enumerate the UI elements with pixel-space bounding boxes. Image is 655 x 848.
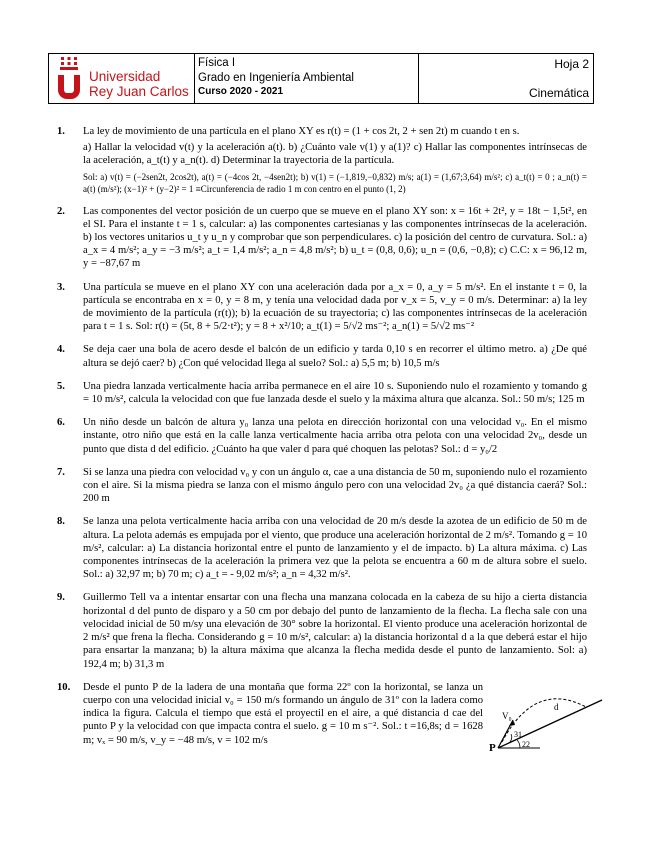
problem-number: 3. xyxy=(57,281,65,293)
university-name-line1: Universidad xyxy=(89,68,161,84)
slope-angle-arc xyxy=(517,740,520,748)
problem-number: 10. xyxy=(57,681,71,693)
label-P: P xyxy=(489,742,496,754)
problem-statement: Se deja caer una bola de acero desde el balcón de un edificio y tarda 0,10 s en recorrer el último metro. a) ¿De qué altura se dejó caer? b) ¿Con qué velocidad llega al suelo? Sol.: a) 5,5 m; b) 10,5 m/s xyxy=(83,344,587,369)
problem-statement: Una partícula se mueve en el plano XY con una aceleración dada por a_x = 0, a_y = 5 m/s². En el instante t = 0, la partícula se encontraba en x = 0, y = 8 m, y tenía una velocidad dada por v_x = 5, v_y = 0 m/s. Determinar: a) la ley de movimiento de la partícula (r(t)); b) la ecuación de su trayectoria; c) las componentes intrínsecas de la aceleración para t = 1 s. Sol: r(t) = (5t, 8 + 5/2·t²); y = 8 + x²/10; a_t(1) = 5/√2 ms⁻²; a_n(1) = 5/√2 ms⁻² xyxy=(83,281,587,333)
problem-3 xyxy=(57,281,587,337)
problem-number: 8. xyxy=(57,516,65,528)
subject: Física I xyxy=(198,57,236,69)
sheet-number: Hoja 2 xyxy=(554,57,589,71)
label-angle-22: 22 xyxy=(522,740,530,749)
university-name-line2: Rey Juan Carlos xyxy=(89,83,189,99)
problem-statement: Un niño desde un balcón de altura y₀ lanza una pelota en dirección horizontal con una velocidad v₀. En el mismo instante, otro niño que está en la calle lanza verticalmente hacia arriba otra pelota con una velocidad 2v₀, desde un punto que dista d del edificio. ¿Cuánto ha que valer d para qué choquen las pelotas? Sol.: d = y₀/2 xyxy=(83,417,587,455)
problem-4 xyxy=(57,343,587,372)
degree: Grado en Ingeniería Ambiental xyxy=(198,71,354,84)
problem-statement: Guillermo Tell va a intentar ensartar con una flecha una manzana colocada en la cabeza de su hijo a cierta distancia horizontal d del punto de disparo y a 50 cm por debajo del punto de lanzamiento de la flecha. La flecha sale con una velocidad inicial de 50 m/sy una elevación de 30° sobre la horizontal. El viento produce una aceleración horizontal de 2 m/s² que frena la flecha. Considerando g = 10 m/s², calcular: a) la distancia horizontal d a la que deberá estar el hijo para ensartar la manzana; b) la altura máxima que alcanza la flecha medida desde el punto de lanzamiento. Sol: a) 192,4 m; b) 31,3 m xyxy=(83,592,587,670)
problem-7 xyxy=(57,466,587,509)
launch-angle-arc xyxy=(510,734,512,742)
header-table xyxy=(48,53,594,104)
problem-9 xyxy=(57,591,587,673)
problem-2 xyxy=(57,205,587,274)
label-v0: V₀ xyxy=(502,711,512,721)
problem-number: 7. xyxy=(57,466,65,478)
problem-number: 4. xyxy=(57,344,65,356)
problem-statement: Se lanza una pelota verticalmente hacia arriba con una velocidad de 20 m/s desde la azotea de un edificio de 50 m de altura. La pelota además es empujada por el viento, que produce una aceleración horizontal de 2 m/s². Tomando g = 10 m/s², calcular: a) La distancia horizontal entre el punto de lanzamiento y el de impacto. b) La altura máxima. c) Las componentes intrínsecas de la aceleración la primera vez que la pelota se encuentra a 60 m de altura sobre el suelo. Sol.: a) 32,97 m; b) 70 m; c) a_t = - 9,02 m/s²; a_n = 4,32 m/s². xyxy=(83,516,587,581)
problem-number: 6. xyxy=(57,417,65,429)
sheet-topic: Cinemática xyxy=(528,86,589,100)
problem-number: 5. xyxy=(57,380,65,392)
problem-statement: Si se lanza una piedra con velocidad v₀ y con un ángulo α, cae a una distancia de 50 m, suponiendo nulo el rozamiento con el aire. Si la misma piedra se lanza con el mismo ángulo pero con una velocidad 2v₀ ¿a qué distancia caerá? Sol.: 200 m xyxy=(83,466,587,505)
problem-questions: a) Hallar la velocidad v(t) y la aceleración a(t). b) ¿Cuánto vale v(1) y a(1)? c) Hallar las componentes intrínsecas de la aceleración, a_t(t) y a_n(t). d) Determinar la trayectoria de la partícula. xyxy=(83,142,587,167)
university-logo xyxy=(49,54,195,103)
slope-projectile-figure xyxy=(480,688,605,758)
problem-statement: La ley de movimiento de una partícula en el plano XY es r(t) = (1 + cos 2t, 2 + sen 2t) m cuando t en s. xyxy=(83,126,520,137)
problem-number: 1. xyxy=(57,126,65,137)
problem-statement: Desde el punto P de la ladera de una montaña que forma 22º con la horizontal, se lanza un cuerpo con una velocidad inicial v₀ = 150 m/s formando un ángulo de 31º con la ladera como indica la figura. Calcula el tiempo que está el proyectil en el aire, a qué distancia d cae del punto P y la velocidad con que impacta contra el suelo. g = 10 m s⁻². Sol.: t =16,8s; d = 1628 m; vₓ = 90 m/s, v_y = −48 m/s, v = 102 m/s xyxy=(83,681,483,746)
sheet-info xyxy=(419,54,593,103)
course-year: Curso 2020 - 2021 xyxy=(198,86,284,97)
problem-statement: Una piedra lanzada verticalmente hacia arriba permanece en el aire 10 s. Suponiendo nulo el rozamiento y tomando g = 10 m/s², calcula la velocidad con que fue lanzada desde el suelo y la máxima altura que alcanza. Sol.: 50 m/s; 125 m xyxy=(83,380,587,406)
problem-6 xyxy=(57,416,587,459)
label-d: d xyxy=(554,702,559,712)
problem-number: 9. xyxy=(57,592,65,604)
urjc-logo-icon xyxy=(55,57,83,101)
label-angle-31: 31 xyxy=(514,730,522,739)
problem-solution: Sol: a) v(t) = (−2sen2t, 2cos2t), a(t) = (−4cos 2t, −4sen2t); b) v(1) = (−1,819,−0,832) m/s; a(1) = (1,67;3,64) m/s²; c) a_t(t) = 0 ; a_n(t) = a(t) (m/s²); (x−1)² + (y−2)² = 1 ≡Circunferencia de radio 1 m con centro en el punto (1, 2) xyxy=(83,171,587,194)
problem-list xyxy=(57,125,587,757)
problem-8 xyxy=(57,515,587,584)
problem-1 xyxy=(57,125,587,198)
course-info xyxy=(195,54,419,103)
problem-number: 2. xyxy=(57,205,65,217)
problem-5 xyxy=(57,380,587,409)
problem-statement: Las componentes del vector posición de un cuerpo que se mueve en el plano XY son: x = 16t + 2t², y = 18t − 1,5t², en el SI. Para el instante t = 1 s, calcular: a) las componentes cartesianas y las componentes intrínsecas de la aceleración. b) los vectores unitarios u_t y u_n y comprobar que son perpendiculares. c) la posición del centro de curvatura. Sol.: a) a_x = 4 m/s²; a_y = −3 m/s²; a_t = 1,4 m/s²; a_n = 4,8 m/s²; b) u_t = (0,8, 0,6); u_n = (0,6, −0,8); c) C.C: x = 96,12 m, y = −87,67 m xyxy=(83,205,587,270)
